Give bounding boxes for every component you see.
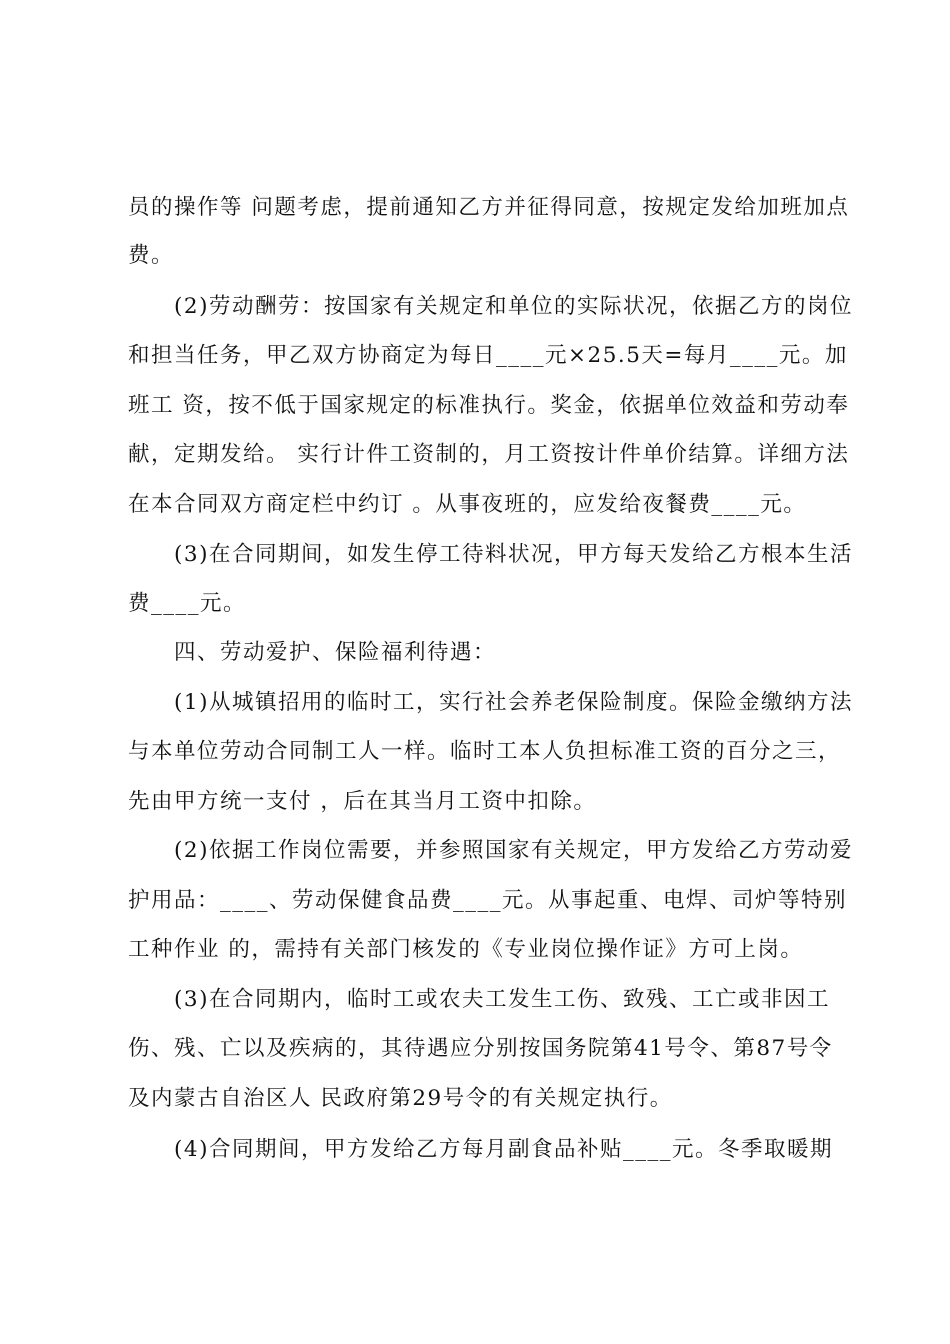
text-line: 先由甲方统一支付 ，后在其当月工资中扣除。 — [128, 789, 597, 814]
text-line: 伤、残、亡以及疾病的，其待遇应分别按国务院第41号令、第87号令 — [128, 1036, 833, 1061]
text-line: 费。 — [128, 243, 175, 268]
paragraph-start-line: (4)合同期间，甲方发给乙方每月副食品补贴____元。冬季取暖期 — [174, 1137, 833, 1162]
paragraph-start-line: (1)从城镇招用的临时工，实行社会养老保险制度。保险金缴纳方法 — [174, 690, 853, 715]
text-line: 在本合同双方商定栏中约订 。从事夜班的，应发给夜餐费____元。 — [128, 492, 807, 517]
text-line: 班工 资，按不低于国家规定的标准执行。奖金，依据单位效益和劳动奉 — [128, 393, 850, 418]
text-line: 与本单位劳动合同制工人一样。临时工本人负担标准工资的百分之三， — [128, 739, 842, 764]
paragraph-start-line: (3)在合同期内，临时工或农夫工发生工伤、致残、工亡或非因工 — [174, 987, 830, 1012]
paragraph-start-line: (3)在合同期间，如发生停工待料状况，甲方每天发给乙方根本生活 — [174, 542, 853, 567]
text-line: 及内蒙古自治区人 民政府第29号令的有关规定执行。 — [128, 1086, 673, 1111]
text-line: 员的操作等 问题考虑，提前通知乙方并征得同意，按规定发给加班加点 — [128, 195, 850, 220]
text-line: 和担当任务，甲乙双方协商定为每日____元×25.5天=每月____元。加 — [128, 343, 848, 368]
section-heading: 四、劳动爱护、保险福利待遇： — [174, 640, 497, 665]
text-line: 费____元。 — [128, 591, 247, 616]
paragraph-start-line: (2)依据工作岗位需要，并参照国家有关规定，甲方发给乙方劳动爱 — [174, 838, 853, 863]
text-line: 献，定期发给。 实行计件工资制的，月工资按计件单价结算。详细方法 — [128, 442, 850, 467]
text-line: 工种作业 的，需持有关部门核发的《专业岗位操作证》方可上岗。 — [128, 937, 804, 962]
text-line: 护用品：____、劳动保健食品费____元。从事起重、电焊、司炉等特别 — [128, 888, 848, 913]
paragraph-start-line: (2)劳动酬劳：按国家有关规定和单位的实际状况，依据乙方的岗位 — [174, 294, 853, 319]
